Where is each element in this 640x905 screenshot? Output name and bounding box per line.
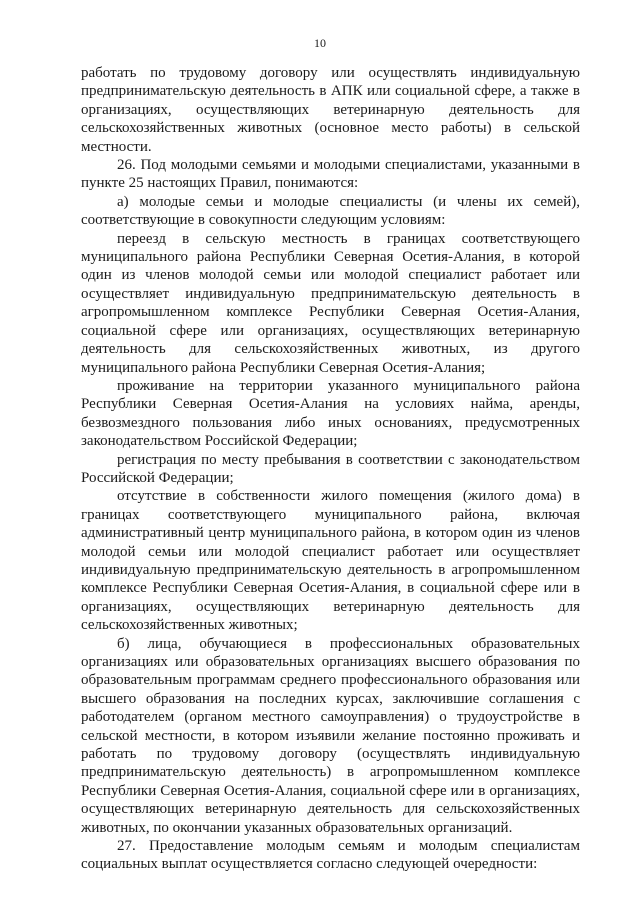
paragraph-subclause-b: б) лица, обучающиеся в профессиональных образовательных организациях или образовательных организациях высшего образования по образовательным программам среднего профессионального образования или высшего образования на последних курсах, заключившие соглашения с работодателем (органом местного самоуправления) о трудоустройстве в сельской местности, в котором изъявили желание постоянно проживать и работать по трудовому договору (осуществлять индивидуальную предпринимательскую деятельность) в агропромышленном комплексе Республики Северная Осетия-Алания, социальной сфере или в организациях, осуществляющих ветеринарную деятельность для сельскохозяйственных животных, по окончании указанных образовательных организаций.: [81, 635, 580, 836]
paragraph-continuation: работать по трудовому договору или осуществлять индивидуальную предпринимательскую деятельность в АПК или социальной сфере, а также в организациях, осуществляющих ветеринарную деятельность для сельскохозяйственных животных (основное место работы) в сельской местности.: [81, 65, 580, 155]
paragraph-condition-registration: регистрация по месту пребывания в соответствии с законодательством Российской Федерации;: [81, 451, 580, 486]
document-body: [81, 64, 580, 874]
paragraph-condition-residence: проживание на территории указанного муниципального района Республики Северная Осетия-Алания на условиях найма, аренды, безвозмездного пользования либо иных основаниях, предусмотренных законодательством Российской Федерации;: [81, 377, 580, 450]
paragraph-condition-no-property: отсутствие в собственности жилого помещения (жилого дома) в границах соответствующего муниципального района, включая административный центр муниципального района, в котором один из членов молодой семьи или молодой специалист работает или осуществляет индивидуальную предпринимательскую деятельность в агропромышленном комплексе Республики Северная Осетия-Алания, в социальной сфере или в организациях, осуществляющих ветеринарную деятельность для сельскохозяйственных животных;: [81, 488, 580, 634]
page-number: 10: [314, 36, 326, 50]
paragraph-subclause-a: а) молодые семьи и молодые специалисты (и члены их семей), соответствующие в совокупности следующим условиям:: [81, 193, 580, 229]
paragraph-clause-27: 27. Предоставление молодым семьям и молодым специалистам социальных выплат осуществляется согласно следующей очередности:: [81, 838, 580, 873]
paragraph-condition-relocation: переезд в сельскую местность в границах соответствующего муниципального района Республики Северная Осетия-Алания, в которой один из членов молодой семьи или молодой специалист работает или осуществляет индивидуальную предпринимательскую деятельность в агропромышленном комплексе Республики Северная Осетия-Алания, социальной сфере или организациях, осуществляющих ветеринарную деятельность для сельскохозяйственных животных, из другого муниципального района Республики Северная Осетия-Алания;: [81, 230, 580, 376]
paragraph-clause-26: 26. Под молодыми семьями и молодыми специалистами, указанными в пункте 25 настоящих Правил, понимаются:: [81, 157, 580, 192]
